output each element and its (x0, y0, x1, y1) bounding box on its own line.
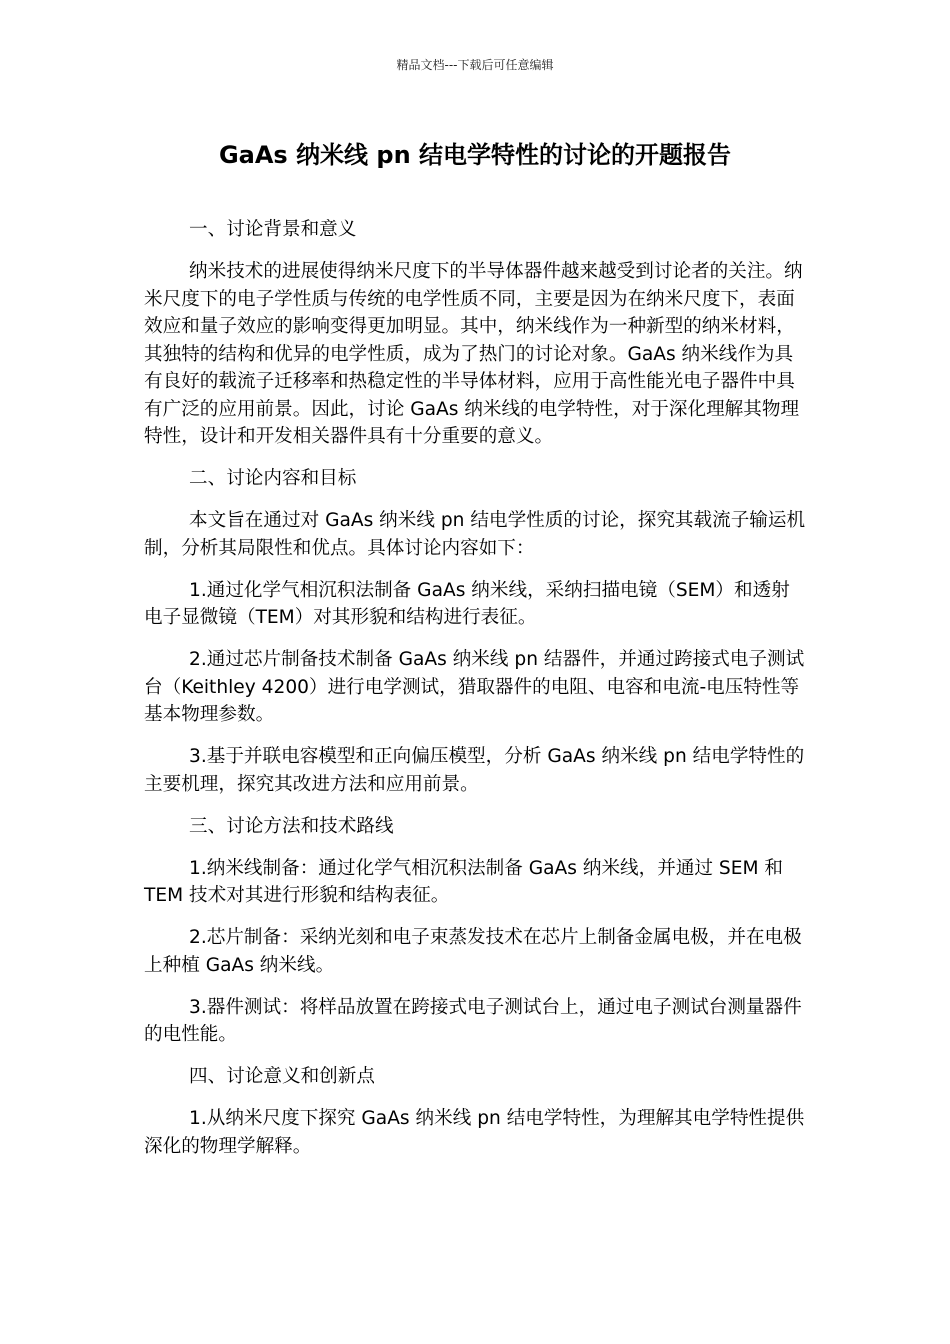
list-item-significance-1: 1.从纳米尺度下探究 GaAs 纳米线 pn 结电学特性，为理解其电学特性提供深化的物理学解释。 (144, 1108, 805, 1157)
section-heading-background: 一、讨论背景和意义 (189, 219, 357, 240)
list-item-method-1: 1.纳米线制备：通过化学气相沉积法制备 GaAs 纳米线，并通过 SEM 和 TEM 技术对其进行形貌和结构表征。 (144, 857, 784, 906)
list-item-content-2: 2.通过芯片制备技术制备 GaAs 纳米线 pn 结器件，并通过跨接式电子测试台（Keithley 4200）进行电学测试，猎取器件的电阻、电容和电流-电压特性等基本物理参数。 (144, 649, 805, 725)
section-heading-significance: 四、讨论意义和创新点 (189, 1066, 375, 1087)
section-heading-methods: 三、讨论方法和技术路线 (189, 815, 394, 837)
document-body (144, 216, 806, 1175)
list-item-method-3: 3.器件测试：将样品放置在跨接式电子测试台上，通过电子测试台测量器件的电性能。 (144, 996, 802, 1045)
list-item-content-1: 1.通过化学气相沉积法制备 GaAs 纳米线，采纳扫描电镜（SEM）和透射电子显微镜（TEM）对其形貌和结构进行表征。 (144, 579, 790, 628)
paragraph-background: 纳米技术的进展使得纳米尺度下的半导体器件越来越受到讨论者的关注。纳米尺度下的电子学性质与传统的电学性质不同，主要是因为在纳米尺度下，表面效应和量子效应的影响变得更加明显。其中，纳米线作为一种新型的纳米材料，其独特的结构和优异的电学性质，成为了热门的讨论对象。GaAs 纳米线作为具有良好的载流子迁移率和热稳定性的半导体材料，应用于高性能光电子器件中具有广泛的应用前景。因此，讨论 GaAs 纳米线的电学特性，对于深化理解其物理特性，设计和开发相关器件具有十分重要的意义。 (144, 261, 803, 447)
document-title: GaAs 纳米线 pn 结电学特性的讨论的开题报告 (218, 141, 732, 169)
section-heading-content-goals: 二、讨论内容和目标 (189, 468, 357, 489)
header-note: 精品文档---下载后可任意编辑 (396, 58, 554, 72)
list-item-content-3: 3.基于并联电容模型和正向偏压模型，分析 GaAs 纳米线 pn 结电学特性的主要机理，探究其改进方法和应用前景。 (144, 746, 805, 795)
list-item-method-2: 2.芯片制备：采纳光刻和电子束蒸发技术在芯片上制备金属电极，并在电极上种植 GaAs 纳米线。 (144, 927, 802, 976)
paragraph-content-intro: 本文旨在通过对 GaAs 纳米线 pn 结电学性质的讨论，探究其载流子输运机制，分析其局限性和优点。具体讨论内容如下： (144, 510, 806, 559)
